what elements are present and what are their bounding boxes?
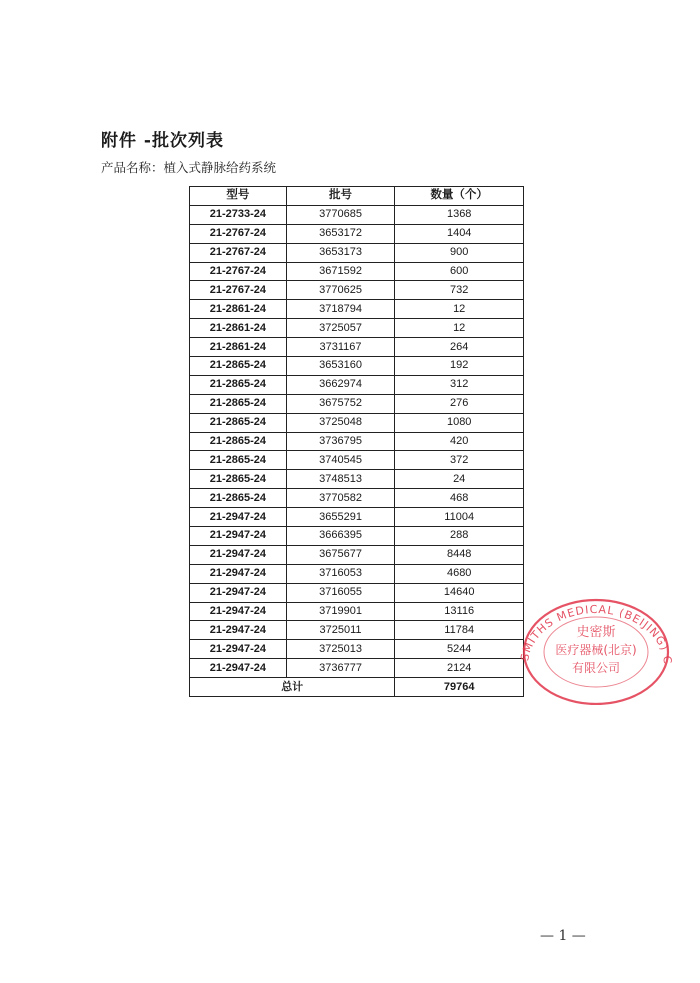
- cell-batch-number: 3725013: [286, 640, 395, 659]
- cell-model: 21-2767-24: [190, 262, 287, 281]
- table-row: [190, 451, 524, 470]
- cell-model: 21-2767-24: [190, 224, 287, 243]
- table-header-row: [190, 187, 524, 206]
- total-label: 总计: [190, 678, 395, 697]
- cell-batch-number: 3725048: [286, 413, 395, 432]
- cell-batch-number: 3653160: [286, 357, 395, 376]
- cell-quantity: 420: [395, 432, 524, 451]
- table-row: [190, 527, 524, 546]
- cell-quantity: 732: [395, 281, 524, 300]
- cell-model: 21-2947-24: [190, 621, 287, 640]
- cell-batch-number: 3736795: [286, 432, 395, 451]
- cell-batch-number: 3671592: [286, 262, 395, 281]
- cell-quantity: 900: [395, 243, 524, 262]
- cell-quantity: 372: [395, 451, 524, 470]
- cell-model: 21-2865-24: [190, 413, 287, 432]
- cell-batch-number: 3653173: [286, 243, 395, 262]
- table-row: [190, 470, 524, 489]
- cell-model: 21-2865-24: [190, 470, 287, 489]
- cell-model: 21-2865-24: [190, 451, 287, 470]
- cell-model: 21-2947-24: [190, 602, 287, 621]
- cell-batch-number: 3662974: [286, 375, 395, 394]
- cell-quantity: 12: [395, 300, 524, 319]
- cell-model: 21-2947-24: [190, 583, 287, 602]
- cell-model: 21-2865-24: [190, 375, 287, 394]
- cell-batch-number: 3748513: [286, 470, 395, 489]
- table-row: [190, 262, 524, 281]
- cell-batch-number: 3675752: [286, 394, 395, 413]
- cell-model: 21-2947-24: [190, 564, 287, 583]
- cell-model: 21-2861-24: [190, 319, 287, 338]
- table-row: [190, 545, 524, 564]
- table-row: [190, 508, 524, 527]
- cell-quantity: 4680: [395, 564, 524, 583]
- page-number: — 1 —: [540, 928, 586, 944]
- document-title: 附件 -批次列表: [101, 131, 224, 151]
- cell-quantity: 1080: [395, 413, 524, 432]
- cell-batch-number: 3770582: [286, 489, 395, 508]
- cell-batch-number: 3675677: [286, 545, 395, 564]
- cell-model: 21-2865-24: [190, 357, 287, 376]
- cell-quantity: 13116: [395, 602, 524, 621]
- cell-model: 21-2947-24: [190, 545, 287, 564]
- cell-batch-number: 3666395: [286, 527, 395, 546]
- cell-quantity: 1368: [395, 205, 524, 224]
- cell-batch-number: 3653172: [286, 224, 395, 243]
- table-row: [190, 621, 524, 640]
- cell-quantity: 1404: [395, 224, 524, 243]
- cell-batch-number: 3655291: [286, 508, 395, 527]
- seal-line-1: 史密斯: [576, 625, 616, 640]
- table-row: [190, 300, 524, 319]
- cell-model: 21-2861-24: [190, 338, 287, 357]
- table-row: [190, 338, 524, 357]
- cell-batch-number: 3731167: [286, 338, 395, 357]
- cell-model: 21-2947-24: [190, 640, 287, 659]
- table-row: [190, 583, 524, 602]
- header-model: 型号: [190, 187, 287, 206]
- cell-quantity: 468: [395, 489, 524, 508]
- cell-batch-number: 3719901: [286, 602, 395, 621]
- cell-quantity: 288: [395, 527, 524, 546]
- cell-quantity: 600: [395, 262, 524, 281]
- cell-batch-number: 3716055: [286, 583, 395, 602]
- table-row: [190, 564, 524, 583]
- table-row: [190, 357, 524, 376]
- cell-quantity: 2124: [395, 659, 524, 678]
- header-batch: 批号: [286, 187, 395, 206]
- table-row: [190, 281, 524, 300]
- seal-line-3: 有限公司: [571, 661, 621, 675]
- total-row: [190, 678, 524, 697]
- cell-quantity: 12: [395, 319, 524, 338]
- cell-batch-number: 3716053: [286, 564, 395, 583]
- table-row: [190, 432, 524, 451]
- seal-outer-text: SMITHS MEDICAL (BEIJING) C: [518, 602, 675, 666]
- cell-batch-number: 3718794: [286, 300, 395, 319]
- cell-batch-number: 3736777: [286, 659, 395, 678]
- cell-batch-number: 3770625: [286, 281, 395, 300]
- cell-model: 21-2767-24: [190, 281, 287, 300]
- cell-model: 21-2947-24: [190, 508, 287, 527]
- cell-batch-number: 3725011: [286, 621, 395, 640]
- cell-quantity: 11784: [395, 621, 524, 640]
- table-row: [190, 602, 524, 621]
- header-quantity: 数量（个）: [395, 187, 524, 206]
- table-row: [190, 413, 524, 432]
- cell-model: 21-2947-24: [190, 659, 287, 678]
- cell-quantity: 14640: [395, 583, 524, 602]
- table-row: [190, 489, 524, 508]
- table-row: [190, 394, 524, 413]
- cell-quantity: 312: [395, 375, 524, 394]
- cell-model: 21-2767-24: [190, 243, 287, 262]
- cell-model: 21-2865-24: [190, 394, 287, 413]
- cell-batch-number: 3770685: [286, 205, 395, 224]
- table-row: [190, 224, 524, 243]
- table-row: [190, 375, 524, 394]
- cell-quantity: 276: [395, 394, 524, 413]
- cell-quantity: 8448: [395, 545, 524, 564]
- cell-model: 21-2865-24: [190, 432, 287, 451]
- cell-quantity: 264: [395, 338, 524, 357]
- batch-table: [189, 186, 524, 697]
- cell-batch-number: 3740545: [286, 451, 395, 470]
- seal-line-2: 医疗器械(北京): [555, 643, 637, 657]
- cell-quantity: 11004: [395, 508, 524, 527]
- cell-quantity: 5244: [395, 640, 524, 659]
- product-name: 产品名称：植入式静脉给药系统: [101, 160, 277, 175]
- cell-model: 21-2861-24: [190, 300, 287, 319]
- company-seal: [508, 590, 678, 705]
- table-row: [190, 659, 524, 678]
- total-value: 79764: [395, 678, 524, 697]
- table-row: [190, 243, 524, 262]
- table-row: [190, 205, 524, 224]
- cell-quantity: 24: [395, 470, 524, 489]
- cell-model: 21-2947-24: [190, 527, 287, 546]
- table-row: [190, 640, 524, 659]
- cell-model: 21-2865-24: [190, 489, 287, 508]
- cell-model: 21-2733-24: [190, 205, 287, 224]
- table-row: [190, 319, 524, 338]
- cell-batch-number: 3725057: [286, 319, 395, 338]
- cell-quantity: 192: [395, 357, 524, 376]
